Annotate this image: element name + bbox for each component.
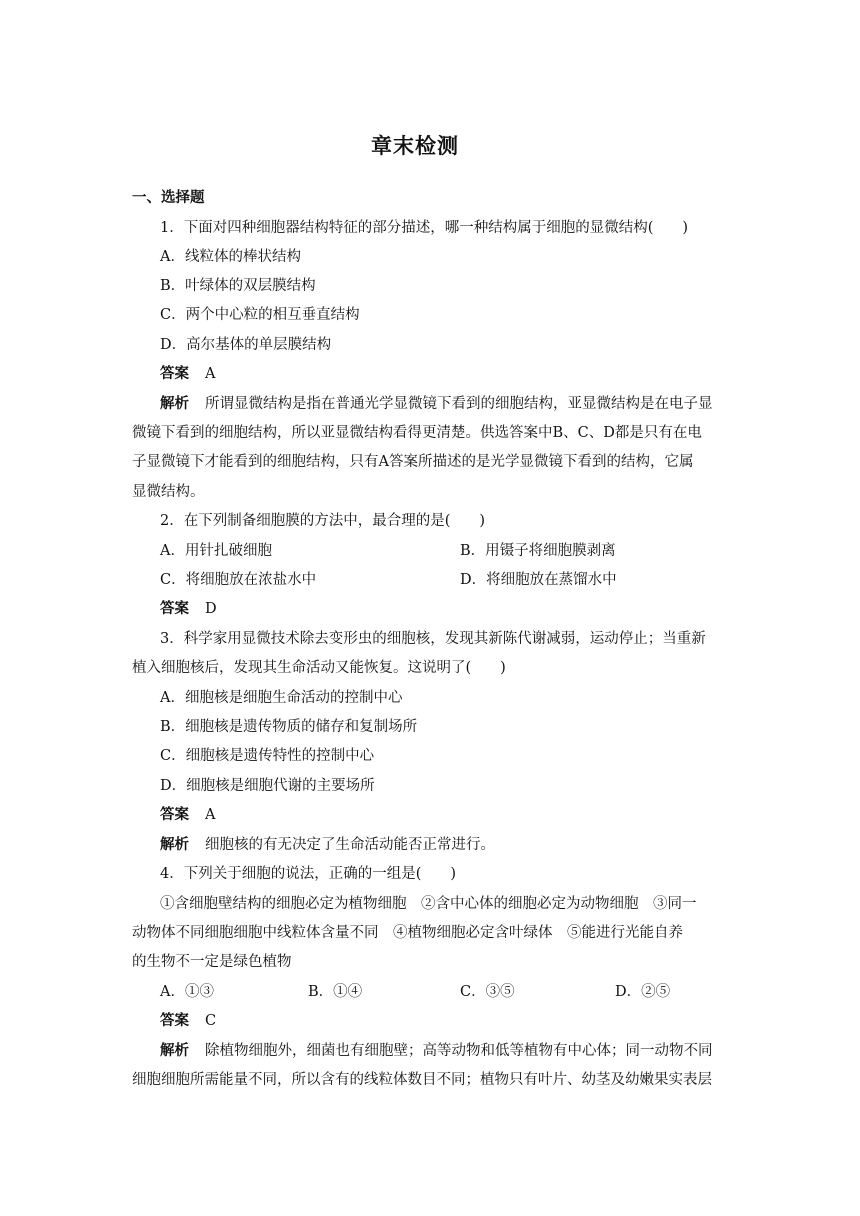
- q1-option-b: B．叶绿体的双层膜结构: [160, 278, 316, 294]
- q3-stem-line-1: 3．科学家用显微技术除去变形虫的细胞核，发现其新陈代谢减弱，运动停止；当重新: [160, 631, 706, 647]
- q3-option-d: D．细胞核是细胞代谢的主要场所: [160, 778, 375, 794]
- q2-options-row-2: [160, 570, 760, 590]
- q4-items-line-3: 的生物不一定是绿色植物: [132, 954, 292, 970]
- q3-option-b: B．细胞核是遗传物质的储存和复制场所: [160, 719, 418, 735]
- q2-answer-value: D: [205, 601, 217, 617]
- q4-option-a: A．①③: [160, 984, 214, 1000]
- q1-analysis-text-1: 所谓显微结构是指在普通光学显微镜下看到的细胞结构，亚显微结构是在电子显: [205, 396, 713, 412]
- q3-analysis: [160, 835, 760, 855]
- q1-analysis-line-1: [160, 394, 732, 414]
- q4-option-b: B．①④: [308, 984, 363, 1000]
- answer-label: 答案: [160, 807, 189, 823]
- q4-option-d: D．②⑤: [615, 984, 671, 1000]
- q2-options-row-1: [160, 541, 760, 561]
- q2-option-c: C．将细胞放在浓盐水中: [160, 572, 317, 588]
- q4-analysis-text-1: 除植物细胞外，细菌也有细胞壁；高等动物和低等植物有中心体；同一动物不同: [205, 1043, 713, 1059]
- q4-items-line-1: ①含细胞壁结构的细胞必定为植物细胞 ②含中心体的细胞必定为动物细胞 ③同一: [160, 896, 697, 912]
- q3-answer: [160, 805, 760, 825]
- q3-option-a: A．细胞核是细胞生命活动的控制中心: [160, 690, 403, 706]
- q3-answer-value: A: [205, 807, 216, 823]
- q4-items-line-2: 动物体不同细胞细胞中线粒体含量不同 ④植物细胞必定含叶绿体 ⑤能进行光能自养: [132, 925, 683, 941]
- q1-answer-value: A: [205, 366, 216, 382]
- q4-option-c: C．③⑤: [460, 984, 515, 1000]
- answer-label: 答案: [160, 366, 189, 382]
- q1-analysis-line-3: 子显微镜下才能看到的细胞结构，只有A答案所描述的是光学显微镜下看到的结构，它属: [132, 454, 694, 470]
- q4-answer: [160, 1011, 760, 1031]
- q2-option-b: B．用镊子将细胞膜剥离: [460, 543, 616, 559]
- q3-option-c: C．细胞核是遗传特性的控制中心: [160, 748, 375, 764]
- q2-option-a: A．用针扎破细胞: [160, 543, 272, 559]
- q1-option-a: A．线粒体的棒状结构: [160, 249, 301, 265]
- q4-analysis-line-2: 细胞细胞所需能量不同，所以含有的线粒体数目不同；植物只有叶片、幼茎及幼嫩果实表层: [132, 1072, 712, 1088]
- page-title: 章末检测: [371, 134, 459, 158]
- q2-option-d: D．将细胞放在蒸馏水中: [460, 572, 617, 588]
- analysis-label: 解析: [160, 1043, 189, 1059]
- analysis-label: 解析: [160, 837, 189, 853]
- q1-analysis-line-4: 显微结构。: [132, 484, 205, 500]
- q1-stem: 1．下面对四种细胞器结构特征的部分描述，哪一种结构属于细胞的显微结构( ): [160, 220, 689, 236]
- analysis-label: 解析: [160, 396, 189, 412]
- q4-analysis-line-1: [160, 1041, 732, 1061]
- q2-answer: [160, 599, 760, 619]
- q1-option-d: D．高尔基体的单层膜结构: [160, 337, 332, 353]
- q3-analysis-text: 细胞核的有无决定了生命活动能否正常进行。: [205, 837, 495, 853]
- answer-label: 答案: [160, 601, 189, 617]
- section-heading: 一、选择题: [132, 190, 205, 206]
- answer-label: 答案: [160, 1013, 189, 1029]
- q3-stem-line-2: 植入细胞核后，发现其生命活动又能恢复。这说明了( ): [132, 660, 506, 676]
- q1-answer: [160, 364, 760, 384]
- q1-option-c: C．两个中心粒的相互垂直结构: [160, 307, 360, 323]
- q4-answer-value: C: [205, 1013, 217, 1029]
- q1-analysis-line-2: 微镜下看到的细胞结构，所以亚显微结构看得更清楚。供选答案中B、C、D都是只有在电: [132, 425, 702, 441]
- q2-stem: 2．在下列制备细胞膜的方法中，最合理的是( ): [160, 513, 486, 529]
- q4-stem: 4．下列关于细胞的说法，正确的一组是( ): [160, 866, 457, 882]
